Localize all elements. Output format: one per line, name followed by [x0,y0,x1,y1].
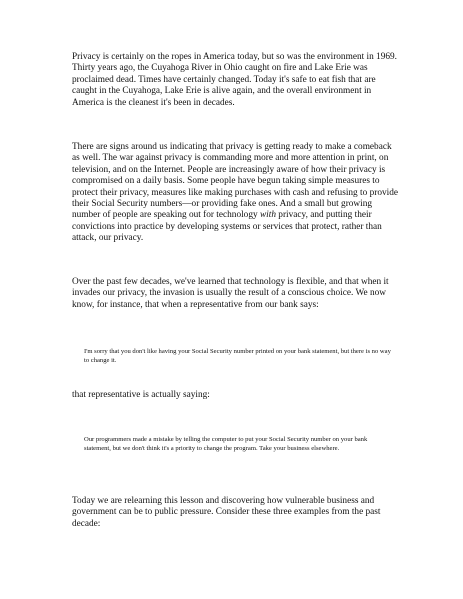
emphasis-with: with [259,210,276,221]
paragraph-technology: Over the past few decades, we've learned that technology is flexible, and that when it invades our privacy, the invasion is usually the result of a conscious choice. We now know, for instance, that when a representative from our bank says: [72,277,389,310]
paragraph-comeback-text-1: There are signs around us indicating that privacy is getting ready to make a comeback as well. The war against privacy is commanding more and more attention in print, on television, and on the Internet. People are increasingly aware of how their privacy is compromised on a daily basis. Some people have begun taking simple measures to protect their privacy, measures like making purchases with cash and refusing to provide their Social Security numbers—or providing fake ones. And a small but growing number of people are speaking out for technology [72,142,398,221]
paragraph-relearning: Today we are relearning this lesson and discovering how vulnerable business and government can be to public pressure. Consider these three examples from the past decade: [72,496,381,529]
paragraph-comeback [72,142,398,245]
quote-programmers: Our programmers made a mistake by telling the computer to put your Social Security number on your bank statement, but we don't think it's a priority to change the program. Take your business elsewhere. [84,436,368,452]
quote-bank-representative: I'm sorry that you don't like having your Social Security number printed on your bank statement, but there is no way to change it. [84,348,391,364]
paragraph-environment: Privacy is certainly on the ropes in America today, but so was the environment in 1969. Thirty years ago, the Cuyahoga River in Ohio caught on fire and Lake Erie was proclaimed dead. Times have certainly changed. Today it's safe to eat fish that are caught in the Cuyahoga, Lake Erie is alive again, and the overall environment in America is the cleanest it's been in decades. [72,52,397,108]
paragraph-comeback-text-2: privacy, and putting their convictions into practice by developing systems or services that protect, rather than attack, our privacy. [72,210,382,244]
paragraph-actually-saying: that representative is actually saying: [72,390,210,400]
